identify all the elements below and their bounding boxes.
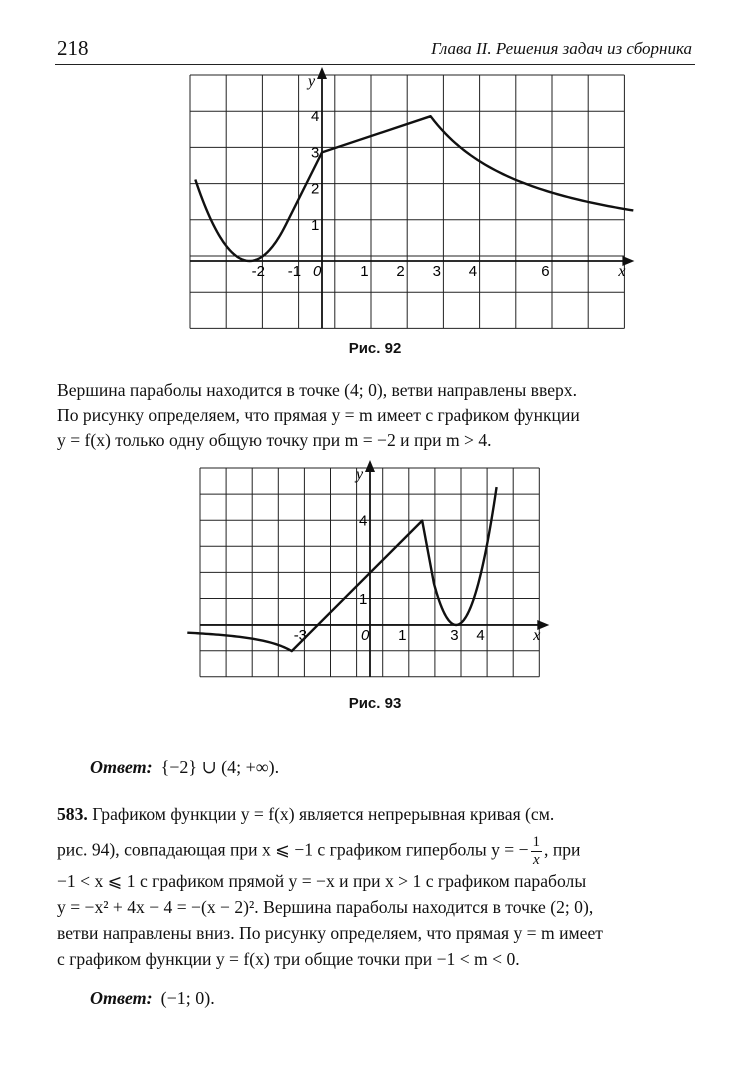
x-tick-label: 2: [396, 263, 405, 280]
y-tick-label: 4: [311, 108, 320, 126]
fraction-denominator: x: [532, 852, 540, 868]
y-tick-label: 1: [311, 216, 320, 234]
paragraph-1-line-3: y = f(x) только одну общую точку при m = −2 и при m > 4.: [57, 430, 492, 450]
fig92-tick-labels: [252, 73, 626, 280]
x-tick-label: -1: [287, 263, 302, 280]
x-axis-label: x: [533, 627, 541, 644]
paragraph-1-line-2: По рисунку определяем, что прямая y = m имеет с графиком функции: [57, 405, 580, 425]
y-axis-label: y: [356, 466, 364, 483]
x-tick-label: 4: [476, 627, 485, 644]
y-axis-arrow: [317, 67, 327, 79]
x-tick-label: -3: [293, 627, 308, 644]
figure-92-graph: [190, 75, 650, 325]
answer-1-label: Ответ:: [90, 757, 153, 777]
answer-1: [90, 757, 279, 778]
y-tick-label: 4: [359, 512, 368, 530]
answer-2-value: (−1; 0).: [160, 988, 215, 1008]
y-axis-arrow: [365, 460, 375, 472]
figure-93-caption: Рис. 93: [348, 695, 402, 712]
fraction-one-over-x: [531, 835, 543, 868]
origin-label: 0: [361, 627, 370, 644]
problem-583-line-4: y = −x² + 4x − 4 = −(x − 2)². Вершина параболы находится в точке (2; 0),: [57, 897, 594, 917]
problem-583-line-2-b: , при: [544, 839, 581, 860]
problem-583-line-1-text: Графиком функции y = f(x) является непрерывная кривая (см.: [92, 804, 555, 824]
answer-1-value: {−2} ∪ (4; +∞).: [160, 757, 280, 777]
figure-92-caption: Рис. 92: [348, 340, 402, 357]
paragraph-1: [57, 378, 695, 453]
header-rule: [55, 64, 695, 65]
x-tick-label: 6: [541, 263, 550, 280]
y-tick-label: 2: [311, 180, 320, 198]
x-tick-label: 3: [450, 627, 459, 644]
x-tick-label: -2: [251, 263, 265, 280]
origin-label: 0: [313, 263, 322, 280]
problem-583-line-6: с графиком функции y = f(x) три общие точки при −1 < m < 0.: [57, 949, 520, 969]
x-tick-label: 3: [432, 263, 441, 280]
x-tick-label: 1: [398, 627, 407, 644]
problem-number: 583.: [57, 804, 88, 824]
chapter-title: Глава II. Решения задач из сборника: [431, 39, 692, 58]
paragraph-1-line-1: Вершина параболы находится в точке (4; 0), ветви направлены вверх.: [57, 380, 577, 400]
answer-2: [90, 988, 215, 1009]
y-axis-label: y: [308, 73, 316, 90]
fraction-numerator: 1: [532, 834, 541, 850]
page-number: 218: [57, 36, 89, 60]
problem-583-line-2: [57, 835, 695, 868]
fig92-grid: [190, 75, 624, 328]
problem-583-line-5: ветви направлены вниз. По рисунку определяем, что прямая y = m имеет: [57, 923, 603, 943]
x-tick-label: 4: [468, 263, 478, 280]
answer-2-label: Ответ:: [90, 988, 153, 1008]
y-tick-label: 3: [311, 144, 320, 162]
problem-583-line-3: −1 < x ⩽ 1 с графиком прямой y = −x и при x > 1 с графиком параболы: [57, 871, 587, 891]
fig92-function-curve: [195, 116, 633, 261]
problem-583: [57, 801, 695, 972]
problem-583-line-2-a: рис. 94), совпадающая при x ⩽ −1 с графиком гиперболы y = −: [57, 839, 529, 860]
x-axis-label: x: [618, 263, 626, 280]
x-tick-label: 1: [360, 263, 369, 280]
problem-583-line-1: [57, 801, 695, 827]
y-tick-label: 1: [359, 590, 368, 608]
figure-93-graph: [200, 468, 560, 688]
